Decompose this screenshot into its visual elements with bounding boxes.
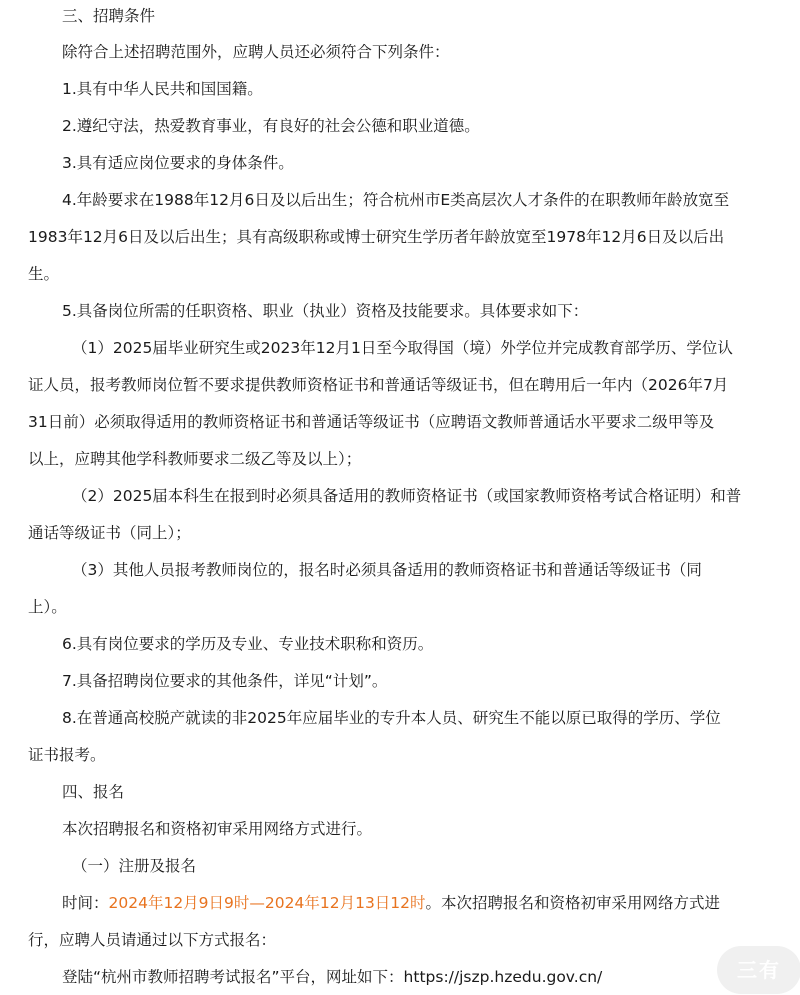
time-label: 时间： (62, 894, 109, 912)
sub-condition-2-line-1: （2）2025届本科生在报到时必须具备适用的教师资格证书（或国家教师资格考试合格证明）和普 (72, 487, 742, 505)
conditions-intro: 除符合上述招聘范围外，应聘人员还必须符合下列条件： (62, 43, 450, 61)
section-heading-recruitment-conditions: 三、招聘条件 (62, 7, 156, 25)
sub-condition-3-line-1: （3）其他人员报考教师岗位的，报名时必须具备适用的教师资格证书和普通话等级证书（同 (72, 561, 702, 579)
section-heading-registration: 四、报名 (62, 783, 125, 801)
watermark-logo: 三有 (717, 946, 800, 994)
condition-item-4-line-1: 4.年龄要求在1988年12月6日及以后出生；符合杭州市E类高层次人才条件的在职教师年龄放宽至 (62, 191, 730, 209)
time-range-highlight: 2024年12月9日9时—2024年12月13日12时 (108, 894, 426, 912)
sub-condition-1-line-3: 31日前）必须取得适用的教师资格证书和普通话等级证书（应聘语文教师普通话水平要求二级甲等及 (28, 413, 715, 431)
condition-item-8-line-2: 证书报考。 (28, 746, 106, 764)
time-description: 。本次招聘报名和资格初审采用网络方式进 (425, 894, 721, 912)
sub-condition-1-line-4: 以上，应聘其他学科教师要求二级乙等及以上）； (28, 450, 362, 468)
condition-item-1: 1.具有中华人民共和国国籍。 (62, 80, 263, 98)
sub-heading-signup: （一）注册及报名 (72, 857, 197, 875)
condition-item-2: 2.遵纪守法，热爱教育事业，有良好的社会公德和职业道德。 (62, 117, 480, 135)
condition-item-3: 3.具有适应岗位要求的身体条件。 (62, 154, 294, 172)
condition-item-4-line-3: 生。 (28, 265, 60, 283)
condition-item-6: 6.具有岗位要求的学历及专业、专业技术职称和资历。 (62, 635, 434, 653)
sub-condition-3-line-2: 上）。 (28, 598, 67, 616)
registration-intro: 本次招聘报名和资格初审采用网络方式进行。 (62, 820, 373, 838)
condition-item-8-line-1: 8.在普通高校脱产就读的非2025年应届毕业的专升本人员、研究生不能以原已取得的学历、学位 (62, 709, 721, 727)
condition-item-7: 7.具备招聘岗位要求的其他条件，详见“计划”。 (62, 672, 388, 690)
condition-item-5: 5.具备岗位所需的任职资格、职业（执业）资格及技能要求。具体要求如下： (62, 302, 589, 320)
sub-condition-2-line-2: 通话等级证书（同上）； (28, 524, 191, 542)
registration-time-line-2: 行，应聘人员请通过以下方式报名： (28, 931, 277, 949)
registration-time-line-1 (28, 885, 790, 921)
condition-item-4-line-2: 1983年12月6日及以后出生；具有高级职称或博士研究生学历者年龄放宽至1978年12月6日及以后出 (28, 228, 725, 246)
sub-condition-1-line-1: （1）2025届毕业研究生或2023年12月1日至今取得国（境）外学位并完成教育部学历、学位认 (72, 339, 733, 357)
sub-condition-1-line-2: 证人员，报考教师岗位暂不要求提供教师资格证书和普通话等级证书，但在聘用后一年内（2026年7月 (28, 376, 729, 394)
login-instruction: 登陆“杭州市教师招聘考试报名”平台，网址如下：https://jszp.hzedu.gov.cn/ (62, 968, 603, 986)
